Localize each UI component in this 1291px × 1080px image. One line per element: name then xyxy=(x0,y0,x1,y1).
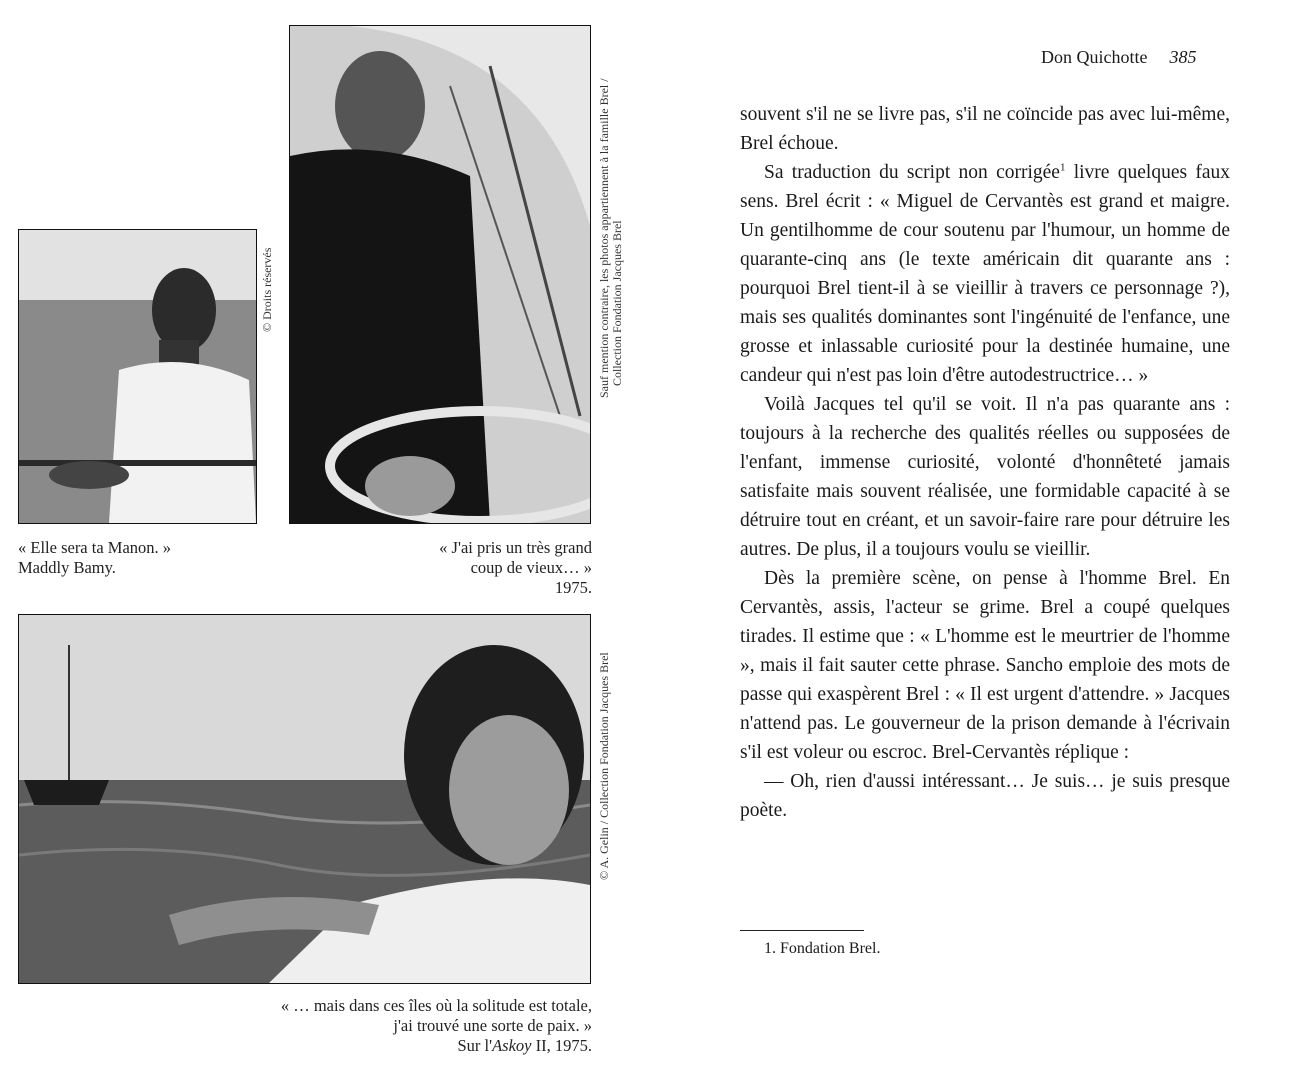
paragraph-2: Sa traduction du script non corrigée$^1$ livre quelques faux sens. Brel écrit : « Miguel de Cervantès est grand et maigre. Un gentilhomme de cour soutenu par l'humour, un homme de quarante-cinq ans (le texte américain dit quarante ans : pourquoi Brel tient-il à se vieillir à travers ce personnage ?), mais ses qualités dominantes sont l'ingénuité de l'enfance, une grosse et inlassable curiosité pour la destinée humaine, une candeur qui n'est pas loin d'être autodestructrice… » xyxy=(740,161,1230,386)
photo-credit-gelin: © A. Gelin / Collection Fondation Jacques Brel xyxy=(597,652,611,880)
footnote: 1. Fondation Brel. xyxy=(764,940,881,957)
running-title: Don Quichotte xyxy=(1041,47,1148,67)
paragraph-5: — Oh, rien d'aussi intéressant… Je suis… je suis presque poète. xyxy=(740,771,1230,821)
paragraph-1: souvent s'il ne se livre pas, s'il ne coïncide pas avec lui-même, Brel échoue. xyxy=(740,104,1230,154)
running-head xyxy=(1041,47,1196,68)
photo-man-at-helm xyxy=(289,25,591,524)
paragraph-3: Voilà Jacques tel qu'il se voit. Il n'a pas quarante ans : toujours à la recherche des qualités réelles ou supposées de l'enfant, immense curiosité, volonté d'honnêteté jamais satisfaite mais souvent réalisée, une formidable capacité à se détruire tout en créant, et un savoir-faire rare pour détruire les autres. De plus, il a toujours voulu se vieillir. xyxy=(740,394,1230,560)
caption-boat-line: Sur l'Askoy II, 1975. xyxy=(457,1036,592,1055)
caption-man-at-helm: « J'ai pris un très grand coup de vieux… » 1975. xyxy=(439,538,592,597)
page-number: 385 xyxy=(1169,47,1197,67)
photo-woman xyxy=(18,229,257,524)
photo-man-at-sea xyxy=(18,614,591,984)
boat-name: Askoy xyxy=(492,1036,532,1055)
footnote-ref: 1 xyxy=(1059,161,1066,174)
paragraph-4: Dès la première scène, on pense à l'homme Brel. En Cervantès, assis, l'acteur se grime. Brel a coupé quelques tirades. Il estime que : « L'homme est le meurtrier de l'homme », mais il fait sauter cette phrase. Sancho emploie des mots de passe qui exaspèrent Brel : « Il est urgent d'attendre. » Jacques n'attend pas. Le gouverneur de la prison demande à l'écrivain s'il est voleur ou escroc. Brel-Cervantès réplique : xyxy=(740,568,1230,763)
caption-woman: « Elle sera ta Manon. » Maddly Bamy. xyxy=(18,538,172,577)
footnote-rule xyxy=(740,930,864,931)
photo-credit-woman: © Droits réservés xyxy=(260,247,274,332)
body-text xyxy=(740,100,1230,825)
photo-credit-family: Sauf mention contraire, les photos appartiennent à la famille Brel / Collection Fondation Jacques Brel xyxy=(597,78,624,398)
caption-man-at-sea: « … mais dans ces îles où la solitude est totale, j'ai trouvé une sorte de paix. » Sur l'Askoy II, 1975. xyxy=(180,996,592,1056)
